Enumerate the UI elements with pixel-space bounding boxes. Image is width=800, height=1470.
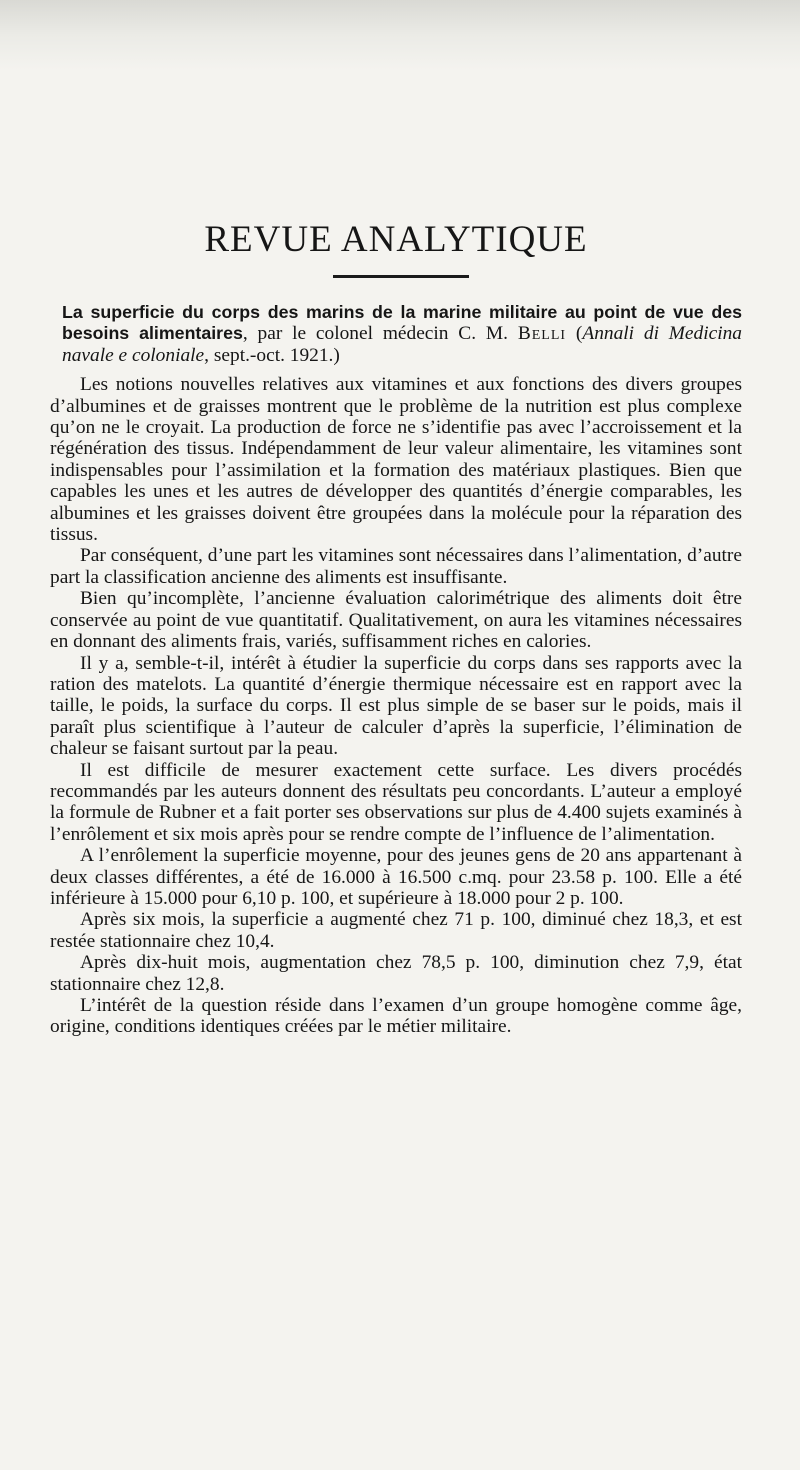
paragraph: Les notions nouvelles relatives aux vitamines et aux fonctions des divers groupes d’albumines et de graisses montrent que le problème de la nutrition est plus complexe qu’on ne le croyait. La production de force ne s’identifie pas avec l’accroissement et la régénération des tissus. Indépendamment de leur valeur alimentaire, les vitamines sont indispensables pour l’assimilation et la formation des matériaux plastiques. Bien que capables les unes et les autres de développer des quantités d’énergie comparables, les albumines et les graisses doivent être groupées dans la molécule pour la réparation des tissus. (50, 374, 742, 546)
byline-prefix: , par le colonel médecin C. M. (242, 323, 518, 345)
paragraph: Bien qu’incomplète, l’ancienne évaluation calorimétrique des aliments doit être conservée au point de vue quantitatif. Qualitativement, on aura les vitamines nécessaires en donnant des aliments frais, variés, suffisamment riches en calories. (50, 588, 742, 653)
paragraph: Par conséquent, d’une part les vitamines sont nécessaires dans l’alimentation, d’autre part la classification ancienne des aliments est insuffisante. (50, 545, 742, 588)
publication-date: , sept.-oct. 1921.) (204, 344, 340, 366)
title-divider (333, 275, 469, 278)
journal-name: Annali di Medicina navale e coloniale (62, 323, 742, 366)
paragraph: Après six mois, la superficie a augmenté chez 71 p. 100, diminué chez 18,3, et est restée stationnaire chez 10,4. (50, 909, 742, 952)
paragraph: A l’enrôlement la superficie moyenne, pour des jeunes gens de 20 ans appartenant à deux classes différentes, a été de 16.000 à 16.500 c.mq. pour 23.58 p. 100. Elle a été inférieure à 15.000 pour 6,10 p. 100, et supérieure à 18.000 pour 2 p. 100. (50, 845, 742, 909)
paragraph: Il y a, semble-t-il, intérêt à étudier la superficie du corps dans ses rapports avec la ration des matelots. La quantité d’énergie thermique nécessaire est en rapport avec la taille, le poids, la surface du corps. Il est plus simple de se baser sur le poids, mais il paraît plus scientifique à l’auteur de calculer d’après la superficie, l’élimination de chaleur se faisant surtout par la peau. (50, 652, 742, 760)
author-name: Belli (517, 323, 567, 345)
paragraph: L’intérêt de la question réside dans l’examen d’un groupe homogène comme âge, origine, conditions identiques créées par le métier militaire. (50, 995, 742, 1038)
paren-open: ( (566, 323, 583, 345)
paragraph: Après dix-huit mois, augmentation chez 78,5 p. 100, diminution chez 7,9, état stationnaire chez 12,8. (50, 952, 742, 995)
scan-edge (0, 0, 800, 70)
article-title: La superficie du corps des marins de la marine militaire au point de vue des besoins alimentaires (62, 302, 742, 344)
article-heading (62, 302, 742, 366)
page-title: REVUE ANALYTIQUE (204, 219, 588, 260)
paragraph: Il est difficile de mesurer exactement cette surface. Les divers procédés recommandés par les auteurs donnent des résultats peu concordants. L’auteur a employé la formule de Rubner et a fait porter ses observations sur plus de 4.400 sujets examinés à l’enrôlement et six mois après pour se rendre compte de l’influence de l’alimentation. (50, 759, 742, 845)
article (50, 302, 742, 1038)
